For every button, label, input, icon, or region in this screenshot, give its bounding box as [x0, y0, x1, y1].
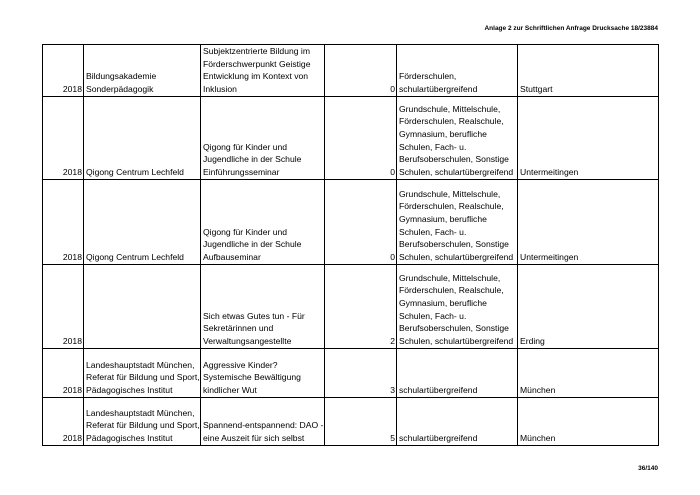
school-types-cell — [397, 45, 518, 97]
year-cell: 2018 — [43, 45, 84, 97]
year-cell: 2018 — [43, 97, 84, 180]
school-types-cell — [397, 180, 518, 265]
school-types-line: Grundschule, Mittelschule, — [399, 103, 501, 114]
course-title-line: Qigong für Kinder und — [203, 141, 288, 152]
location-cell: Stuttgart — [518, 45, 659, 97]
school-types-line: schulartübergreifend — [399, 83, 478, 94]
organizer-cell — [84, 97, 201, 180]
organizer-line: Bildungsakademie — [86, 71, 157, 82]
school-types-line: Schulen, Fach- u. — [399, 226, 467, 237]
school-types-line: Schulen, schulartübergreifend — [399, 166, 514, 177]
location-cell: Untermeitingen — [518, 97, 659, 180]
count-cell: 3 — [325, 349, 397, 398]
organizer-line: Pädagogisches Institut — [86, 432, 173, 443]
organizer-line: Qigong Centrum Lechfeld — [86, 251, 184, 262]
course-title-line: kindlicher Wut — [203, 384, 257, 395]
school-types-line: Förderschulen, Realschule, — [399, 201, 504, 212]
organizer-cell — [84, 349, 201, 398]
location-cell: Erding — [518, 265, 659, 349]
course-title-line: Systemische Bewältigung — [203, 372, 301, 383]
organizer-line: Landeshauptstadt München, — [86, 359, 195, 370]
course-title-line: Jugendliche in der Schule — [203, 154, 302, 165]
school-types-cell — [397, 398, 518, 446]
school-types-line: Berufsoberschulen, Sonstige — [399, 323, 509, 334]
school-types-cell — [397, 349, 518, 398]
course-title-cell — [201, 265, 325, 349]
page-number: 36/140 — [638, 465, 658, 472]
count-cell: 2 — [325, 265, 397, 349]
organizer-line: Landeshauptstadt München, — [86, 407, 195, 418]
school-types-line: Gymnasium, berufliche — [399, 129, 487, 139]
year-cell: 2018 — [43, 180, 84, 265]
course-title-line: Einführungsseminar — [203, 166, 280, 177]
course-title-line: Entwicklung im Kontext von — [203, 71, 309, 82]
school-types-line: Gymnasium, berufliche — [399, 214, 487, 224]
school-types-line: Berufsoberschulen, Sonstige — [399, 239, 509, 250]
school-types-line: Berufsoberschulen, Sonstige — [399, 154, 509, 165]
school-types-line: Förderschulen, — [399, 71, 457, 82]
course-title-cell — [201, 97, 325, 180]
school-types-line: Schulen, Fach- u. — [399, 310, 467, 321]
table-row — [43, 265, 659, 349]
course-title-line: Aggressive Kinder? — [203, 359, 278, 370]
table-row — [43, 398, 659, 446]
organizer-line: Pädagogisches Institut — [86, 384, 173, 395]
school-types-line: Förderschulen, Realschule, — [399, 285, 504, 296]
count-cell: 0 — [325, 180, 397, 265]
count-cell: 0 — [325, 45, 397, 97]
school-types-line: Förderschulen, Realschule, — [399, 116, 504, 127]
course-title-line: Jugendliche in der Schule — [203, 239, 302, 250]
school-types-line: Grundschule, Mittelschule, — [399, 272, 501, 283]
table-row — [43, 349, 659, 398]
location-cell: München — [518, 398, 659, 446]
organizer-line: Referat für Bildung und Sport, — [86, 372, 200, 383]
organizer-cell — [84, 398, 201, 446]
school-types-line: schulartübergreifend — [399, 384, 478, 395]
organizer-cell — [84, 45, 201, 97]
school-types-line: schulartübergreifend — [399, 432, 478, 443]
year-cell: 2018 — [43, 349, 84, 398]
organizer-cell — [84, 265, 201, 349]
course-title-line: Verwaltungsangestellte — [203, 335, 292, 346]
school-types-cell — [397, 97, 518, 180]
organizer-cell — [84, 180, 201, 265]
course-title-cell — [201, 45, 325, 97]
course-title-line: Förderschwerpunkt Geistige — [203, 58, 311, 69]
school-types-cell — [397, 265, 518, 349]
school-types-line: Schulen, Fach- u. — [399, 141, 467, 152]
school-types-line: Schulen, schulartübergreifend — [399, 251, 514, 262]
course-title-line: Spannend-entspannend: DAO - — [203, 420, 324, 431]
count-cell: 5 — [325, 398, 397, 446]
course-title-line: Subjektzentrierte Bildung im — [203, 46, 310, 56]
table-row — [43, 45, 659, 97]
year-cell: 2018 — [43, 265, 84, 349]
course-title-line: Sich etwas Gutes tun - Für — [203, 310, 305, 321]
course-title-line: Sekretärinnen und — [203, 323, 274, 334]
organizer-line: Referat für Bildung und Sport, — [86, 420, 200, 431]
course-title-cell — [201, 349, 325, 398]
course-title-line: Qigong für Kinder und — [203, 226, 288, 237]
course-title-line: eine Auszeit für sich selbst — [203, 432, 305, 443]
table-row — [43, 97, 659, 180]
school-types-line: Schulen, schulartübergreifend — [399, 335, 514, 346]
course-title-cell — [201, 180, 325, 265]
course-title-line: Inklusion — [203, 83, 237, 94]
table-row — [43, 180, 659, 265]
organizer-line: Sonderpädagogik — [86, 83, 154, 94]
course-title-cell — [201, 398, 325, 446]
location-cell: München — [518, 349, 659, 398]
course-table — [42, 44, 659, 446]
school-types-line: Gymnasium, berufliche — [399, 298, 487, 308]
school-types-line: Grundschule, Mittelschule, — [399, 188, 501, 199]
course-title-line: Aufbauseminar — [203, 251, 261, 262]
document-header: Anlage 2 zur Schriftlichen Anfrage Drucksache 18/23884 — [484, 25, 658, 32]
organizer-line: Qigong Centrum Lechfeld — [86, 166, 184, 177]
count-cell: 0 — [325, 97, 397, 180]
location-cell: Untermeitingen — [518, 180, 659, 265]
year-cell: 2018 — [43, 398, 84, 446]
